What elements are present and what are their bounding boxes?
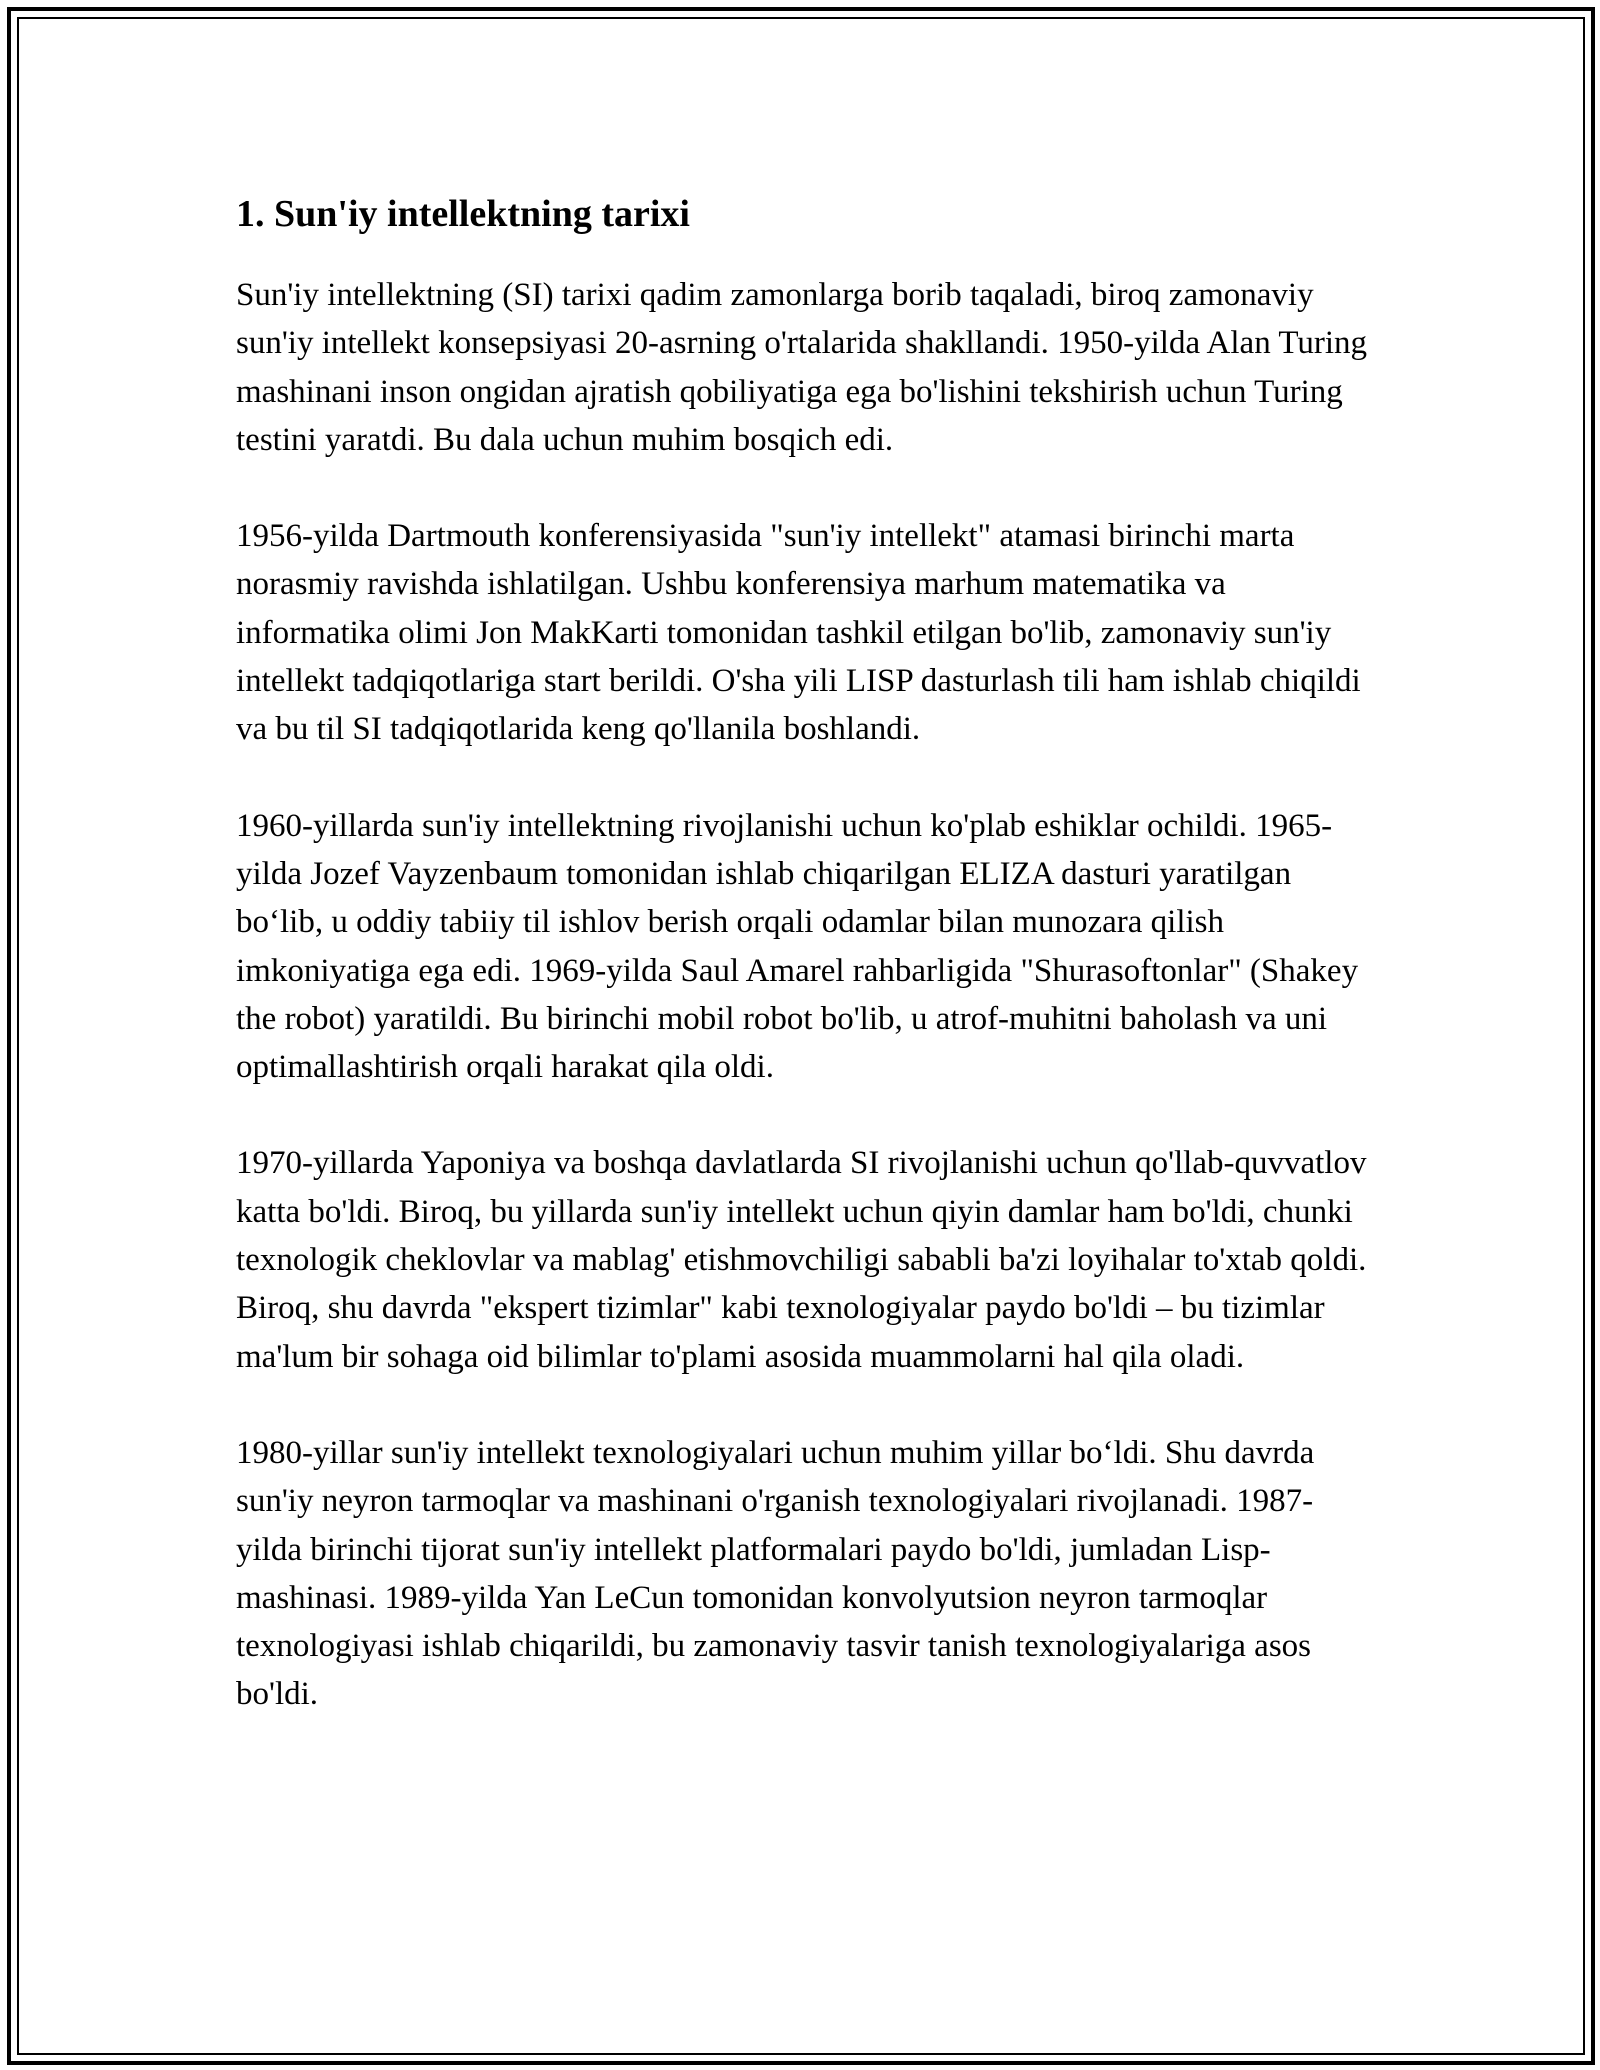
paragraph-1: Sun'iy intellektning (SI) tarixi qadim zamonlarga borib taqaladi, biroq zamonaviy sun'iy intellekt konsepsiyasi 20-asrning o'rtalarida shakllandi. 1950-yilda Alan Turing mashinani inson ongidan ajratish qobiliyatiga ega bo'lishini tekshirish uchun Turing testini yaratdi. Bu dala uchun muhim bosqich edi. — [236, 277, 1368, 458]
paragraph-4: 1970-yillarda Yaponiya va boshqa davlatlarda SI rivojlanishi uchun qo'llab-quvvatlov katta bo'ldi. Biroq, bu yillarda sun'iy intellekt uchun qiyin damlar ham bo'ldi, chunki texnologik cheklovlar va mablag' etishmovchiligi sababli ba'zi loyihalar to'xtab qoldi. Biroq, shu davrda "ekspert tizimlar" kabi texnologiyalar paydo bo'ldi – bu tizimlar ma'lum bir sohaga oid bilimlar to'plami asosida muammolarni hal qila oladi. — [236, 1145, 1367, 1375]
section-heading: 1. Sun'iy intellektning tarixi — [236, 193, 690, 235]
paragraph-2: 1956-yilda Dartmouth konferensiyasida "sun'iy intellekt" atamasi birinchi marta norasmiy ravishda ishlatilgan. Ushbu konferensiya marhum matematika va informatika olimi Jon MakKarti tomonidan tashkil etilgan bo'lib, zamonaviy sun'iy intellekt tadqiqotlariga start berildi. O'sha yili LISP dasturlash tili ham ishlab chiqildi va bu til SI tadqiqotlarida keng qo'llanila boshlandi. — [236, 518, 1361, 748]
paragraph-5: 1980-yillar sun'iy intellekt texnologiyalari uchun muhim yillar bo‘ldi. Shu davrda sun'iy neyron tarmoqlar va mashinani o'rganish texnologiyalari rivojlanadi. 1987-yilda birinchi tijorat sun'iy intellekt platformalari paydo bo'ldi, jumladan Lisp-mashinasi. 1989-yilda Yan LeCun tomonidan konvolyutsion neyron tarmoqlar texnologiyasi ishlab chiqarildi, bu zamonaviy tasvir tanish texnologiyalariga asos bo'ldi. — [236, 1434, 1315, 1713]
document-body — [236, 187, 1376, 1767]
paragraph-3: 1960-yillarda sun'iy intellektning rivojlanishi uchun ko'plab eshiklar ochildi. 1965-yilda Jozef Vayzenbaum tomonidan ishlab chiqarilgan ELIZA dasturi yaratilgan bo‘lib, u oddiy tabiiy til ishlov berish orqali odamlar bilan munozara qilish imkoniyatiga ega edi. 1969-yilda Saul Amarel rahbarligida "Shurasoftonlar" (Shakey the robot) yaratildi. Bu birinchi mobil robot bo'lib, u atrof-muhitni baholash va uni optimallashtirish orqali harakat qila oldi. — [236, 807, 1359, 1086]
